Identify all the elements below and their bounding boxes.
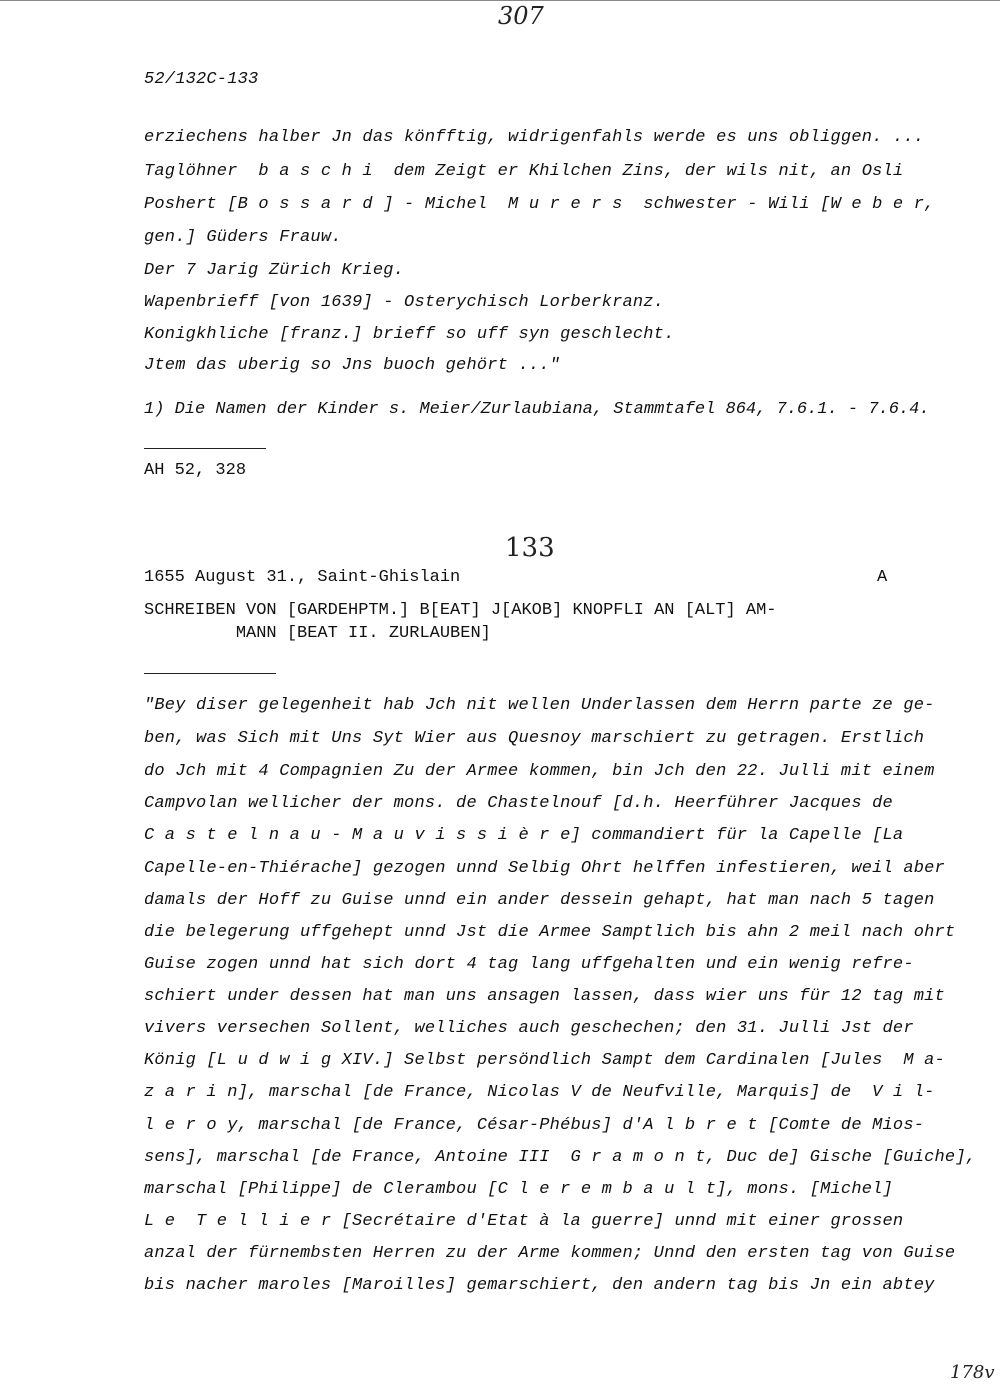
body-line: z a r i n], marschal [de France, Nicolas V de Neufville, Marquis] de V i l- [144, 1083, 935, 1102]
body-line: schiert under dessen hat man uns ansagen lassen, dass wier uns für 12 tag mit [144, 987, 945, 1006]
handwritten-folio-number: 178v [950, 1362, 995, 1383]
body-line: l e r o y, marschal [de France, César-Phébus] d'A l b r e t [Comte de Mios- [144, 1116, 925, 1135]
title-line: MANN [BEAT II. ZURLAUBEN] [144, 624, 491, 643]
body-line: C a s t e l n a u - M a u v i s s i è r e] commandiert für la Capelle [La [144, 826, 904, 845]
title-line: SCHREIBEN VON [GARDEHPTM.] B[EAT] J[AKOB] KNOPFLI AN [ALT] AM- [144, 601, 777, 620]
body-line: marschal [Philippe] de Clerambou [C l e r e m b a u l t], mons. [Michel] [144, 1180, 893, 1199]
prev-text-line: Jtem das uberig so Jns buoch gehört ..." [144, 356, 561, 375]
prev-text-line: Konigkhliche [franz.] brieff so uff syn geschlecht. [144, 325, 675, 344]
body-line: bis nacher maroles [Maroilles] gemarschiert, den andern tag bis Jn ein abtey [144, 1276, 935, 1295]
prev-text-line: erziechens halber Jn das könfftig, widrigenfahls werde es uns obliggen. ... [144, 128, 925, 147]
body-line: "Bey diser gelegenheit hab Jch nit wellen Underlassen dem Herrn parte ze ge- [144, 696, 935, 715]
body-line: sens], marschal [de France, Antoine III G r a m o n t, Duc de] Gische [Guiche], [144, 1148, 977, 1167]
body-line: Guise zogen unnd hat sich dort 4 tag lang uffgehalten und ein wenig refre- [144, 955, 914, 974]
footnote: 1) Die Namen der Kinder s. Meier/Zurlaubiana, Stammtafel 864, 7.6.1. - 7.6.4. [144, 400, 930, 419]
footnote-divider [144, 448, 266, 449]
prev-text-line: gen.] Güders Frauw. [144, 228, 342, 247]
document-number: 133 [505, 533, 555, 563]
prev-text-line: Wapenbrieff [von 1639] - Osterychisch Lorberkranz. [144, 293, 665, 312]
body-line: anzal der fürnembsten Herren zu der Arme kommen; Unnd den ersten tag von Guise [144, 1244, 956, 1263]
body-line: damals der Hoff zu Guise unnd ein ander dessein gehapt, hat man nach 5 tagen [144, 891, 935, 910]
date-place: 1655 August 31., Saint-Ghislain [144, 568, 461, 587]
document-type: A [877, 568, 888, 587]
archive-reference: 52/132C-133 [144, 70, 259, 89]
prev-text-line: Poshert [B o s s a r d ] - Michel M u r e r s schwester - Wili [W e b e r, [144, 195, 935, 214]
body-line: vivers versechen Sollent, welliches auch geschechen; den 31. Julli Jst der [144, 1019, 914, 1038]
prev-text-line: Der 7 Jarig Zürich Krieg. [144, 261, 405, 280]
prev-text-line: Taglöhner b a s c h i dem Zeigt er Khilchen Zins, der wils nit, an Osli [144, 162, 904, 181]
body-line: die belegerung uffgehept unnd Jst die Armee Samptlich bis ahn 2 meil nach ohrt [144, 923, 956, 942]
body-line: König [L u d w i g XIV.] Selbst persöndlich Sampt dem Cardinalen [Jules M a- [144, 1051, 945, 1070]
body-line: L e T e l l i e r [Secrétaire d'Etat à la guerre] unnd mit einer grossen [144, 1212, 904, 1231]
body-line: Campvolan wellicher der mons. de Chastelnouf [d.h. Heerführer Jacques de [144, 794, 893, 813]
scan-edge-line [0, 0, 1000, 1]
body-line: ben, was Sich mit Uns Syt Wier aus Quesnoy marschiert zu getragen. Erstlich [144, 729, 925, 748]
body-line: do Jch mit 4 Compagnien Zu der Armee kommen, bin Jch den 22. Julli mit einem [144, 762, 935, 781]
handwritten-page-number: 307 [498, 2, 544, 30]
source-reference: AH 52, 328 [144, 461, 247, 480]
title-divider [144, 673, 276, 674]
body-line: Capelle-en-Thiérache] gezogen unnd Selbig Ohrt helffen infestieren, weil aber [144, 859, 945, 878]
